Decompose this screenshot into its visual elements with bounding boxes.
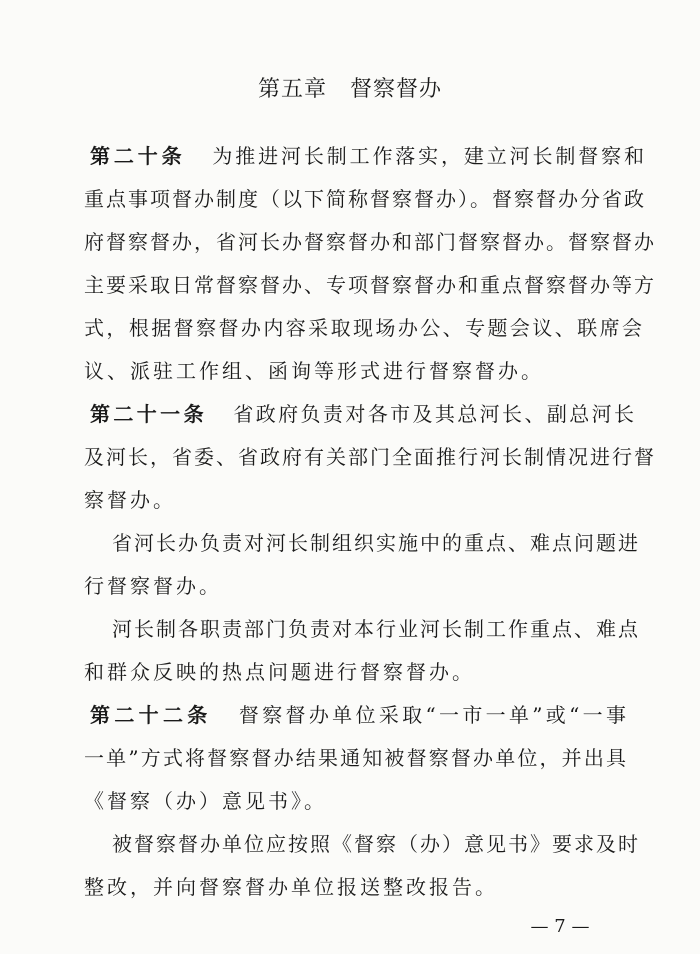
article-22-label: 第二十二条 [90,703,212,727]
article-20-line: 为推进河长制工作落实，建立河长制督察和 [211,144,647,168]
article-20-line: 府督察督办，省河长办督察督办和部门督察督办。督察督办 [84,230,656,254]
article-21-para3-line: 和群众反映的热点问题进行督察督办。 [84,660,475,684]
article-21-para2-line: 行督察督办。 [84,574,222,598]
article-21-first-line [90,398,636,427]
article-21-line: 省政府负责对各市及其总河长、副总河长 [232,402,637,426]
article-21-line: 及河长，省委、省政府有关部门全面推行河长制情况进行督 [84,445,656,469]
article-20-line: 式，根据督察督办内容采取现场办公、专题会议、联席会 [84,316,644,340]
article-20-line: 主要采取日常督察督办、专项督察督办和重点督察督办等方 [84,273,656,297]
article-22-line: 督察督办单位采取“一市一单”或“一事 [237,703,628,727]
article-21-para2-line: 省河长办负责对河长制组织实施中的重点、难点问题进 [112,531,640,555]
article-21-label: 第二十一条 [90,402,207,426]
article-20-first-line [90,140,646,169]
article-21-line: 察督办。 [84,488,176,512]
article-22-line: 一单”方式将督察督办结果通知被督察督办单位，并出具 [84,746,628,770]
article-20-line: 重点事项督办制度（以下简称督察督办）。督察督办分省政 [84,187,646,211]
page-number: — 7 — [530,916,590,937]
article-21-para3-line: 河长制各职责部门负责对本行业河长制工作重点、难点 [112,617,640,641]
chapter-title: 第五章 督察督办 [257,77,442,102]
article-20-line: 议、派驻工作组、函询等形式进行督察督办。 [84,359,544,383]
article-22-para2-line: 被督察督办单位应按照《督察（办）意见书》要求及时 [112,832,640,856]
article-22-line: 《督察（办）意见书》。 [84,789,327,813]
article-20-label: 第二十条 [90,144,186,168]
article-22-first-line [90,699,628,728]
article-22-para2-line: 整改，并向督察督办单位报送整改报告。 [84,875,498,899]
